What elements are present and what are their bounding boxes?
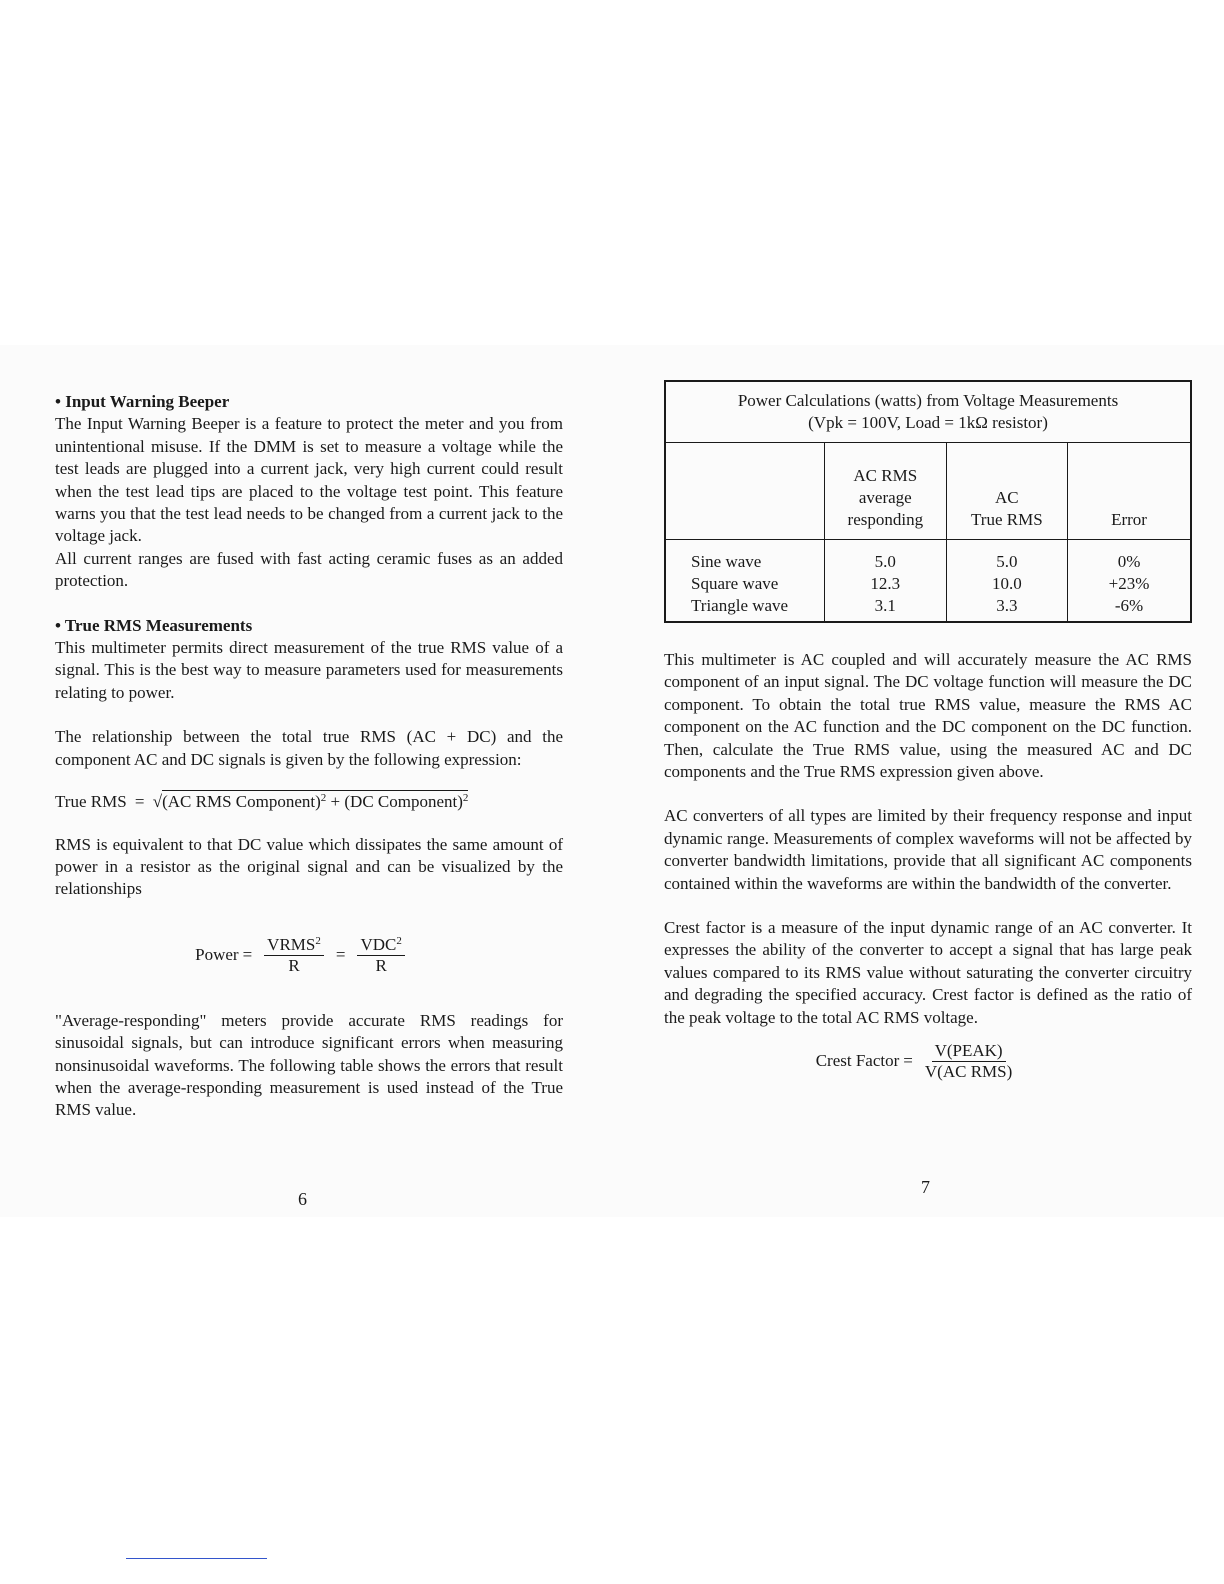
- true-rms-formula: [55, 791, 563, 813]
- fraction-numerator: [264, 935, 324, 956]
- header-cell-ac-true-rms: [946, 443, 1067, 540]
- bullet: •: [55, 392, 61, 411]
- caption-line: Power Calculations (watts) from Voltage Measurements: [737, 391, 1119, 410]
- header-line: AC RMS: [853, 466, 918, 485]
- radicand: [162, 790, 468, 811]
- table-cell-trms: 10.0: [946, 573, 1067, 595]
- fraction-crest: [925, 1041, 1012, 1082]
- table-caption-row: [665, 381, 1191, 443]
- fraction-vdc: [357, 935, 404, 976]
- fraction-denominator: R: [375, 955, 387, 975]
- table-caption: [665, 381, 1191, 443]
- table-cell-wave: Triangle wave: [691, 596, 789, 615]
- right-page: [664, 649, 1192, 1082]
- formula-term-ac: (AC RMS Component): [162, 792, 321, 812]
- exponent: 2: [315, 934, 321, 947]
- header-cell-empty: [665, 443, 824, 540]
- numerator-text: VDC: [360, 934, 397, 954]
- square-root: [153, 791, 469, 813]
- fraction-numerator: [357, 935, 404, 956]
- page-number-right: 7: [921, 1177, 930, 1197]
- table-cell-avg: 3.1: [824, 595, 946, 622]
- table-row: [665, 573, 1191, 595]
- header-line: AC: [995, 488, 1019, 507]
- section-title: True RMS Measurements: [64, 615, 253, 635]
- power-calculations-table: [664, 380, 1192, 623]
- formula-equals: =: [134, 792, 145, 812]
- formula-equals: =: [242, 945, 253, 965]
- header-line: responding: [847, 510, 924, 529]
- left-page: [55, 391, 563, 1122]
- header-cell-ac-rms-average: [824, 443, 946, 540]
- section-title: Input Warning Beeper: [65, 392, 230, 411]
- formula-lhs: Power: [195, 945, 239, 965]
- table-cell-wave: Square wave: [691, 574, 779, 593]
- paragraph-relationship: The relationship between the total true RMS (AC + DC) and the component AC and DC signals is given by the following expression:: [55, 727, 563, 769]
- table-cell-trms: 5.0: [946, 540, 1067, 574]
- fraction-denominator: R: [288, 955, 300, 975]
- table-cell-avg: 12.3: [824, 573, 946, 595]
- table-header-row: [665, 443, 1191, 540]
- header-line: average: [858, 488, 912, 507]
- paragraph-crest-factor: Crest factor is a measure of the input dynamic range of an AC converter. It expresses the ability of the converter to accept a signal that has large peak values compared to its RMS value without saturating the converter circuitry and degrading the specified accuracy. Crest factor is defined as the ratio of the peak voltage to the total AC RMS voltage.: [664, 918, 1192, 1027]
- page-number-left: 6: [298, 1189, 307, 1209]
- paragraph-true-rms-intro: This multimeter permits direct measurement of the true RMS value of a signal. This is the best way to measure parameters used for measurements relating to power.: [55, 638, 563, 702]
- footer-underline: [126, 1558, 267, 1559]
- caption-line: (Vpk = 100V, Load = 1kΩ resistor): [808, 413, 1048, 432]
- numerator-text: VRMS: [267, 934, 316, 954]
- table-cell-wave: Sine wave: [691, 552, 762, 571]
- paragraph-beeper-description: The Input Warning Beeper is a feature to protect the meter and you from unintentional misuse. If the DMM is set to measure a voltage while the test leads are plugged into a current jack, very high current could result when the test lead tips are placed to the voltage test point. This feature warns you that the test lead needs to be changed from a current jack to the voltage jack.: [55, 414, 563, 546]
- power-formula: [45, 935, 563, 976]
- table-cell-trms: 3.3: [946, 595, 1067, 622]
- header-line: True RMS: [971, 510, 1043, 529]
- header-cell-error: [1068, 443, 1191, 540]
- formula-plus: +: [330, 792, 341, 812]
- fraction-vrms: [264, 935, 324, 976]
- table-cell-avg: 5.0: [824, 540, 946, 574]
- formula-equals: =: [903, 1051, 913, 1071]
- formula-lhs: Crest Factor: [815, 1051, 900, 1071]
- section-heading-true-rms: [55, 615, 563, 637]
- header-line: Error: [1111, 510, 1147, 529]
- paragraph-fuse-protection: All current ranges are fused with fast acting ceramic fuses as an added protection.: [55, 548, 563, 591]
- table-cell-error: 0%: [1068, 540, 1191, 574]
- paragraph-ac-coupled: This multimeter is AC coupled and will accurately measure the AC RMS component of an input signal. The DC voltage function will measure the DC component. To obtain the total true RMS value, measure the RMS AC component on the AC function and the DC component on the DC function. Then, calculate the True RMS value, using the measured AC and DC components and the True RMS expression given above.: [664, 650, 1192, 782]
- table-cell-error: +23%: [1068, 573, 1191, 595]
- formula-equals: =: [335, 945, 346, 965]
- table-row: [665, 595, 1191, 622]
- paragraph-average-responding: "Average-responding" meters provide accurate RMS readings for sinusoidal signals, but can introduce significant errors when measuring nonsinusoidal waveforms. The following table shows the errors that result when the average-responding measurement is used instead of the True RMS value.: [55, 1010, 563, 1120]
- paragraph-ac-converters: AC converters of all types are limited by their frequency response and input dynamic range. Measurements of complex waveforms will not be affected by converter bandwidth limitations, provide that all significant AC components contained within the waveforms are within the bandwidth of the converter.: [664, 806, 1192, 893]
- table-cell-error: -6%: [1068, 595, 1191, 622]
- exponent: 2: [396, 934, 402, 947]
- root-symbol: √: [152, 792, 163, 812]
- table-row: [665, 540, 1191, 574]
- exponent: 2: [320, 792, 327, 805]
- crest-factor-formula: [644, 1041, 1192, 1082]
- paragraph-rms-equivalent: RMS is equivalent to that DC value which dissipates the same amount of power in a resistor as the original signal and can be visualized by the relationships: [55, 834, 563, 899]
- fraction-denominator: V(AC RMS): [924, 1062, 1013, 1082]
- exponent: 2: [462, 792, 469, 805]
- section-heading-input-warning-beeper: [55, 391, 563, 413]
- bullet: •: [55, 615, 61, 635]
- fraction-numerator: V(PEAK): [932, 1041, 1006, 1062]
- formula-term-dc: (DC Component): [344, 792, 463, 812]
- formula-lhs: True RMS: [55, 792, 127, 812]
